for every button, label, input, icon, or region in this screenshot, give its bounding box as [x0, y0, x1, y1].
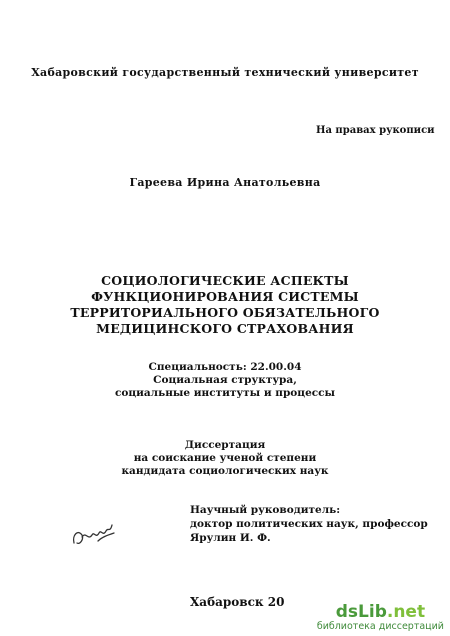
supervisor-line: Ярулин И. Ф. [190, 532, 271, 544]
specialty-line: Социальная структура, [153, 374, 297, 386]
degree-line: Диссертация [184, 439, 266, 451]
title-line: СОЦИОЛОГИЧЕСКИЕ АСПЕКТЫ [101, 273, 349, 288]
title-line: МЕДИЦИНСКОГО СТРАХОВАНИЯ [96, 321, 354, 336]
author-name: Гареева Ирина Анатольевна [129, 176, 321, 189]
university-name: Хабаровский государственный технический университет [31, 66, 419, 79]
supervisor-line: Научный руководитель: [190, 504, 341, 516]
dissertation-title [0, 273, 450, 337]
manuscript-note: На правах рукописи [316, 125, 435, 136]
title-line: ТЕРРИТОРИАЛЬНОГО ОБЯЗАТЕЛЬНОГО [70, 305, 380, 320]
watermark-subtitle: библиотека диссертаций [316, 621, 444, 632]
supervisor-block [190, 503, 428, 545]
watermark-logo-main: dsLib [335, 602, 387, 622]
watermark-logo [317, 603, 444, 621]
dslib-watermark[interactable] [317, 603, 444, 632]
degree-block [0, 439, 450, 478]
city-year: Хабаровск 20 [190, 595, 285, 609]
title-line: ФУНКЦИОНИРОВАНИЯ СИСТЕМЫ [91, 289, 359, 304]
specialty-block [0, 361, 450, 400]
handwritten-signature [68, 513, 118, 553]
degree-line: на соискание ученой степени [133, 452, 317, 464]
specialty-line: Специальность: 22.00.04 [148, 361, 302, 373]
watermark-logo-domain: .net [386, 602, 426, 622]
supervisor-line: доктор политических наук, профессор [190, 518, 428, 530]
degree-line: кандидата социологических наук [121, 465, 329, 477]
specialty-line: социальные институты и процессы [114, 387, 336, 399]
